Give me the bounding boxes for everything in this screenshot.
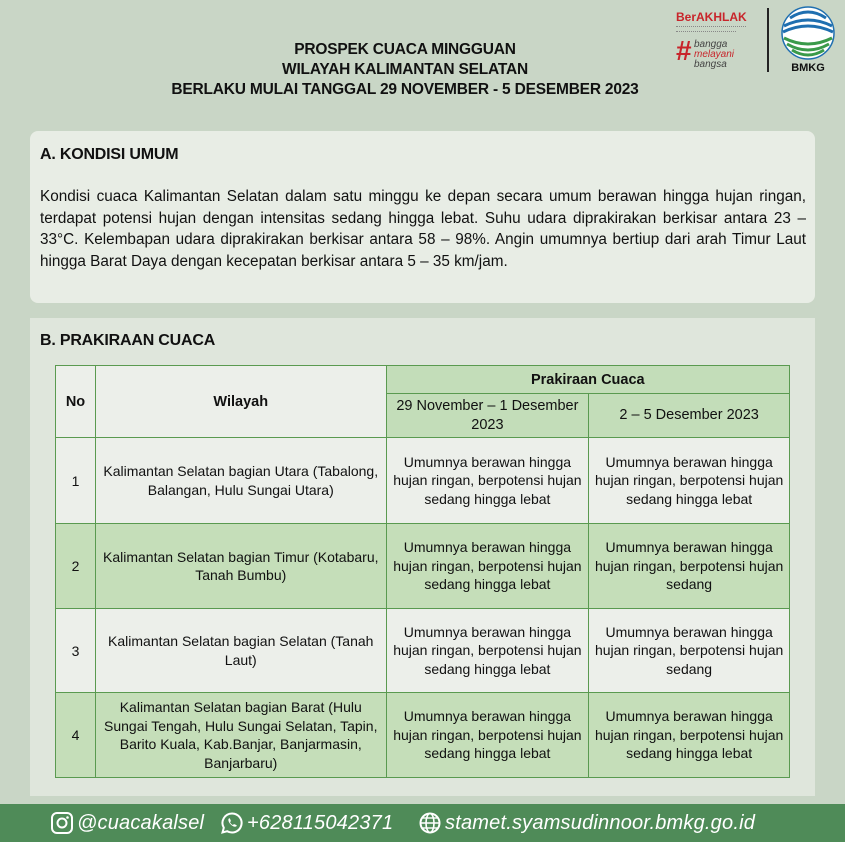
berakhlak-subline: [676, 26, 756, 34]
row-wilayah: Kalimantan Selatan bagian Timur (Kotabaru, Tanah Bumbu): [95, 524, 386, 609]
section-a-title: A. KONDISI UMUM: [40, 146, 179, 163]
footer-website[interactable]: [418, 811, 755, 835]
page-title: [110, 40, 700, 100]
footer-whatsapp[interactable]: [220, 811, 393, 835]
instagram-icon: [50, 811, 74, 835]
section-b-title: B. PRAKIRAAN CUACA: [40, 332, 216, 349]
title-line-3: BERLAKU MULAI TANGGAL 29 NOVEMBER - 5 DESEMBER 2023: [171, 81, 639, 98]
row-no: 4: [56, 693, 96, 778]
footer-instagram[interactable]: [50, 811, 204, 835]
globe-icon: [418, 811, 442, 835]
row-period-2: Umumnya berawan hingga hujan ringan, berpotensi hujan sedang hingga lebat: [589, 438, 790, 524]
whatsapp-icon: [220, 811, 244, 835]
instagram-handle: @cuacakalsel: [77, 811, 205, 834]
header-period-2: 2 – 5 Desember 2023: [589, 394, 790, 438]
row-period-1: Umumnya berawan hingga hujan ringan, berpotensi hujan sedang hingga lebat: [386, 609, 589, 693]
footer: [0, 804, 845, 842]
row-wilayah: Kalimantan Selatan bagian Barat (Hulu Sungai Tengah, Hulu Sungai Selatan, Tapin, Barito Kuala, Kab.Banjar, Banjarmasin, Banjarbaru): [95, 693, 386, 778]
row-period-2: Umumnya berawan hingga hujan ringan, berpotensi hujan sedang: [589, 524, 790, 609]
kondisi-umum-panel: [30, 131, 815, 303]
website-url: stamet.syamsudinnoor.bmkg.go.id: [445, 811, 756, 834]
row-wilayah: Kalimantan Selatan bagian Selatan (Tanah Laut): [95, 609, 386, 693]
header: [0, 0, 845, 120]
title-line-2: WILAYAH KALIMANTAN SELATAN: [282, 61, 528, 78]
header-prakiraan: Prakiraan Cuaca: [386, 366, 789, 394]
berakhlak-hash: #: [676, 35, 692, 66]
row-period-1: Umumnya berawan hingga hujan ringan, berpotensi hujan sedang hingga lebat: [386, 693, 589, 778]
whatsapp-number: +628115042371: [247, 811, 394, 834]
header-wilayah: Wilayah: [95, 366, 386, 438]
berakhlak-name: BerAKHLAK: [676, 10, 747, 24]
kondisi-umum-text: Kondisi cuaca Kalimantan Selatan dalam satu minggu ke depan secara umum berawan hingga hujan ringan, terdapat potensi hujan dengan intensitas sedang hingga lebat. Suhu udara diprakirakan berkisar antara 23 – 33°C. Kelembapan udara diprakirakan berkisar antara 58 – 98%. Angin umumnya bertiup dari arah Timur Laut hingga Barat Daya dengan kecepatan berkisar antara 5 – 35 km/jam.: [40, 188, 806, 270]
logo-divider: [767, 8, 769, 72]
berakhlak-logo: [676, 10, 760, 72]
row-period-1: Umumnya berawan hingga hujan ringan, berpotensi hujan sedang hingga lebat: [386, 524, 589, 609]
berakhlak-tagline: bangga melayani bangsa: [694, 39, 735, 70]
row-no: 3: [56, 609, 96, 693]
table-row: [56, 609, 790, 693]
title-line-1: PROSPEK CUACA MINGGUAN: [294, 41, 516, 58]
forecast-table: [55, 365, 790, 778]
table-row: [56, 524, 790, 609]
row-no: 2: [56, 524, 96, 609]
bmkg-emblem-icon: [780, 6, 836, 62]
row-period-1: Umumnya berawan hingga hujan ringan, berpotensi hujan sedang hingga lebat: [386, 438, 589, 524]
row-period-2: Umumnya berawan hingga hujan ringan, berpotensi hujan sedang hingga lebat: [589, 693, 790, 778]
row-wilayah: Kalimantan Selatan bagian Utara (Tabalong, Balangan, Hulu Sungai Utara): [95, 438, 386, 524]
row-no: 1: [56, 438, 96, 524]
header-no: No: [56, 366, 96, 438]
table-row: [56, 438, 790, 524]
row-period-2: Umumnya berawan hingga hujan ringan, berpotensi hujan sedang: [589, 609, 790, 693]
bmkg-label: BMKG: [791, 62, 825, 74]
table-row: [56, 693, 790, 778]
bmkg-logo: [780, 6, 836, 76]
prakiraan-cuaca-panel: [30, 318, 815, 796]
header-period-1: 29 November – 1 Desember 2023: [386, 394, 589, 438]
